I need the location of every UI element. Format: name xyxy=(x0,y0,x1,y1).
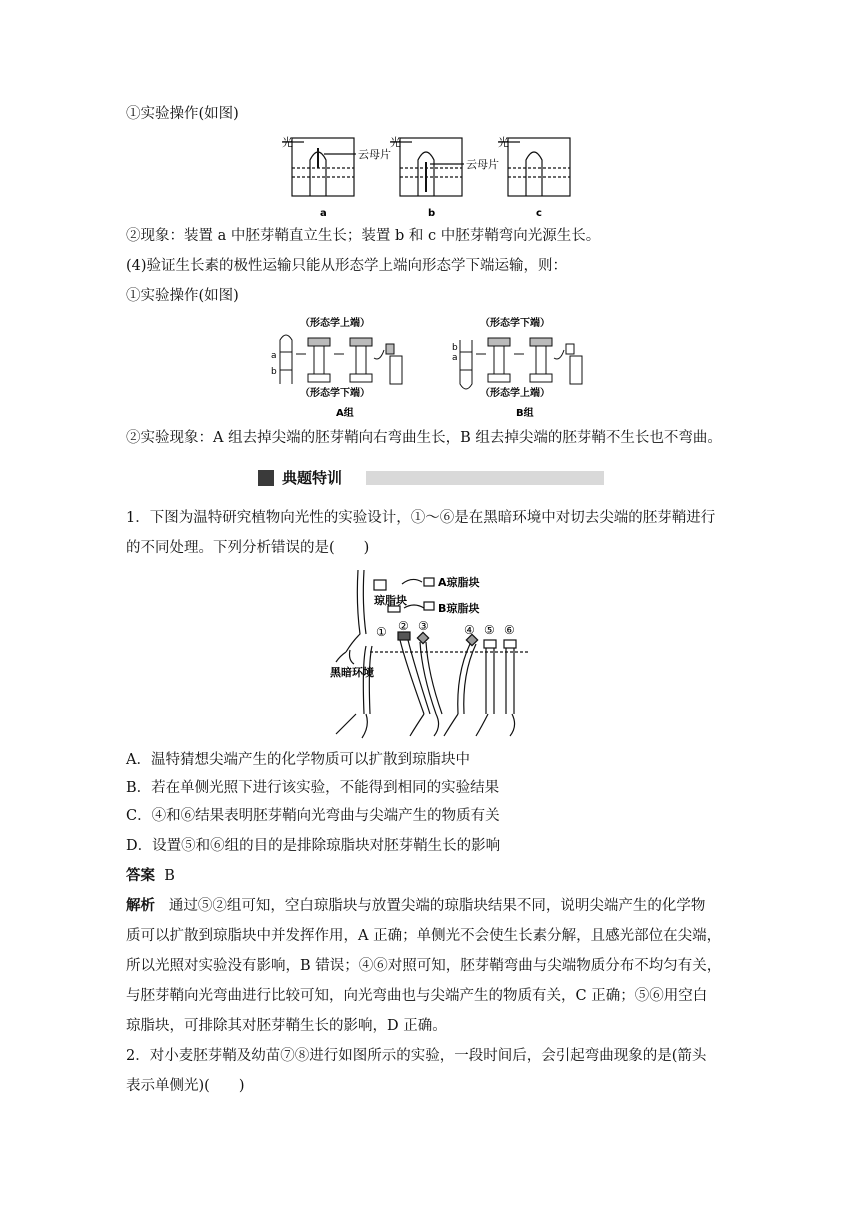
num-1: ① xyxy=(376,625,387,639)
dark-env-label: 黑暗环境 xyxy=(330,666,374,679)
q1-option-a: A．温特猜想尖端产生的化学物质可以扩散到琼脂块中 xyxy=(126,752,470,768)
q1-analysis-line2: 质可以扩散到琼脂块中并发挥作用，A 正确；单侧光不会使生长素分解，且感光部位在尖端， xyxy=(126,928,722,944)
q1-analysis-line4: 与胚芽鞘向光弯曲进行比较可知，向光弯曲也与尖端产生的物质有关，C 正确；⑤⑥用空白 xyxy=(126,988,708,1004)
q1-option-d: D．设置⑤和⑥组的目的是排除琼脂块对胚芽鞘生长的影响 xyxy=(126,838,501,854)
a-agar-label: A琼脂块 xyxy=(438,576,480,589)
light-label-a: 光 xyxy=(282,136,293,149)
q1-option-c: C．④和⑥结果表明胚芽鞘向光弯曲与尖端产生的物质有关 xyxy=(126,808,500,824)
section-header xyxy=(258,468,604,488)
q1-option-b: B．若在单侧光照下进行该实验，不能得到相同的实验结果 xyxy=(126,780,500,796)
section-rule xyxy=(366,471,604,485)
q1-analysis-line3: 所以光照对实验没有影响，B 错误；④⑥对照可知，胚芽鞘弯曲与尖端物质分布不均匀有关， xyxy=(126,958,722,974)
section-square-icon xyxy=(258,470,274,486)
analysis-label: 解析 xyxy=(126,897,155,914)
phenomenon-line: ②实验现象：A 组去掉尖端的胚芽鞘向右弯曲生长，B 组去掉尖端的胚芽鞘不生长也不弯曲。 xyxy=(126,430,722,446)
fig2-a-b: a xyxy=(452,353,458,363)
figure-mica-experiment xyxy=(282,132,578,220)
fig2-b-a: b xyxy=(271,367,277,377)
num-3: ③ xyxy=(418,619,429,633)
section-title: 典题特训 xyxy=(282,469,343,487)
fig2-bottom-a: （形态学下端） xyxy=(300,388,370,399)
fig1-label-a: a xyxy=(320,208,327,219)
light-label-b: 光 xyxy=(390,136,401,149)
num-2: ② xyxy=(398,619,409,633)
mica-label-b: 云母片 xyxy=(466,158,499,171)
q1-analysis-line5: 琼脂块，可排除其对胚芽鞘生长的影响，D 正确。 xyxy=(126,1018,447,1034)
fig2-bottom-b: （形态学上端） xyxy=(480,388,550,399)
q1-analysis-line1 xyxy=(126,896,705,916)
num-4: ④ xyxy=(464,623,475,637)
figure-went-experiment xyxy=(326,564,536,740)
step-operation-2: ①实验操作(如图) xyxy=(126,288,239,304)
q1-stem-line2: 的不同处理。下列分析错误的是( ) xyxy=(126,540,370,556)
polar-transport-heading: (4)验证生长素的极性运输只能从形态学上端向形态学下端运输，则： xyxy=(126,258,568,274)
observation-line: ②现象：装置 a 中胚芽鞘直立生长；装置 b 和 c 中胚芽鞘弯向光源生长。 xyxy=(126,228,601,244)
num-5: ⑤ xyxy=(484,623,495,637)
fig2-group-b: B组 xyxy=(516,408,534,419)
q2-stem-line1: 2．对小麦胚芽鞘及幼苗⑦⑧进行如图所示的实验，一段时间后，会引起弯曲现象的是(箭头 xyxy=(126,1048,707,1064)
fig2-a-a: a xyxy=(271,351,277,361)
fig1-label-c: c xyxy=(536,208,542,219)
analysis-text-1: 通过⑤②组可知，空白琼脂块与放置尖端的琼脂块结果不同，说明尖端产生的化学物 xyxy=(168,898,706,914)
q2-stem-line2: 表示单侧光)( ) xyxy=(126,1078,245,1094)
answer-label: 答案 xyxy=(126,867,155,884)
b-agar-label: B琼脂块 xyxy=(438,602,480,615)
fig2-b-b: b xyxy=(452,343,458,353)
fig2-top-a: （形态学上端） xyxy=(300,318,370,329)
agar-label: 琼脂块 xyxy=(374,594,407,607)
fig2-top-b: （形态学下端） xyxy=(480,318,550,329)
figure-polar-transport xyxy=(268,312,598,420)
light-label-c: 光 xyxy=(498,136,509,149)
answer-value: B xyxy=(164,868,175,884)
q1-answer xyxy=(126,866,175,886)
fig1-label-b: b xyxy=(428,208,436,219)
num-6: ⑥ xyxy=(504,623,515,637)
step-operation-1: ①实验操作(如图) xyxy=(126,106,239,122)
fig2-group-a: A组 xyxy=(336,408,354,419)
q1-stem-line1: 1．下图为温特研究植物向光性的实验设计，①～⑥是在黑暗环境中对切去尖端的胚芽鞘进行 xyxy=(126,510,716,526)
mica-label-a: 云母片 xyxy=(358,148,391,161)
